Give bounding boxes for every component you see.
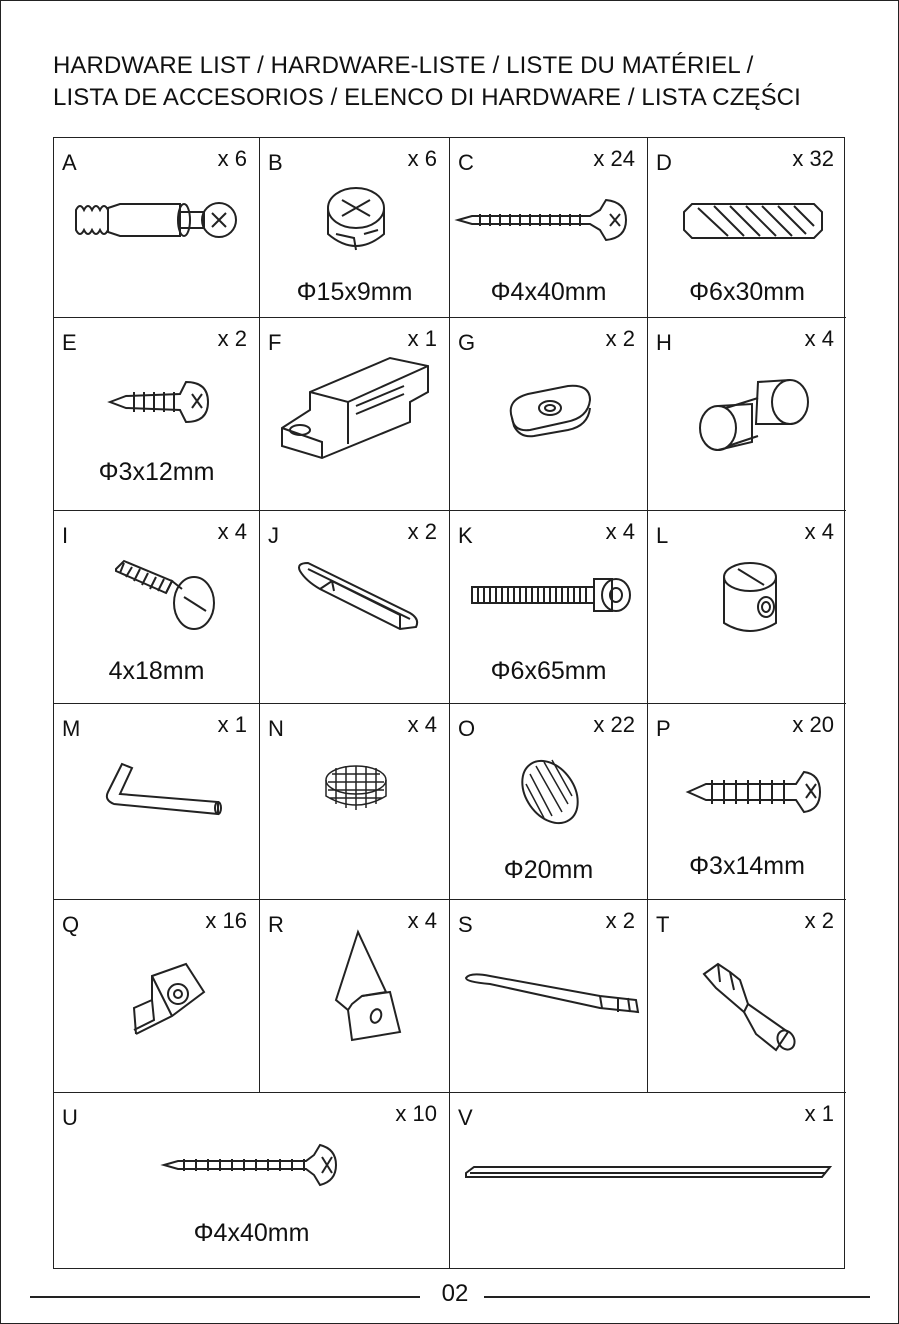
- item-quantity: x 1: [407, 326, 437, 351]
- hardware-cell-g: [450, 318, 648, 511]
- item-quantity: x 24: [593, 146, 635, 171]
- hardware-cell-p: [648, 704, 846, 900]
- hardware-cell-i: [54, 511, 260, 704]
- title-line-1: HARDWARE LIST / HARDWARE-LISTE / LISTE DU MATÉRIEL /: [53, 52, 754, 79]
- item-letter: C: [458, 150, 474, 175]
- item-letter: U: [62, 1105, 78, 1130]
- item-quantity: x 6: [407, 146, 437, 171]
- item-letter: B: [268, 150, 283, 175]
- hardware-cell-b: [260, 138, 450, 318]
- item-size: 4x18mm: [108, 657, 205, 685]
- hardware-cell-m: [54, 704, 260, 900]
- item-letter: G: [458, 330, 476, 355]
- hardware-cell-v: [450, 1093, 846, 1268]
- footer-rule-right: [484, 1296, 870, 1298]
- item-letter: F: [268, 330, 282, 355]
- item-letter: Q: [62, 912, 80, 937]
- hardware-cell-s: [450, 900, 648, 1093]
- item-quantity: x 4: [407, 712, 437, 737]
- item-size: Φ6x65mm: [490, 657, 607, 685]
- title-line-2: LISTA DE ACCESORIOS / ELENCO DI HARDWARE / LISTA CZĘŚCI: [53, 84, 801, 111]
- hardware-cell-o: [450, 704, 648, 900]
- item-letter: M: [62, 716, 81, 741]
- hardware-cell-j: [260, 511, 450, 704]
- item-quantity: x 10: [395, 1101, 437, 1126]
- hardware-cell-t: [648, 900, 846, 1093]
- item-letter: R: [268, 912, 284, 937]
- item-quantity: x 16: [205, 908, 247, 933]
- item-quantity: x 2: [804, 908, 834, 933]
- item-quantity: x 22: [593, 712, 635, 737]
- item-quantity: x 20: [792, 712, 834, 737]
- item-quantity: x 4: [605, 519, 635, 544]
- item-quantity: x 1: [804, 1101, 834, 1126]
- item-letter: V: [458, 1105, 473, 1130]
- item-letter: K: [458, 523, 473, 548]
- hardware-list-title: [53, 50, 801, 114]
- hardware-cell-u: [54, 1093, 450, 1268]
- item-size: Φ6x30mm: [689, 278, 805, 306]
- hardware-cell-a: [54, 138, 260, 318]
- item-letter: H: [656, 330, 672, 355]
- item-letter: A: [62, 150, 77, 175]
- item-quantity: x 4: [217, 519, 247, 544]
- item-quantity: x 6: [217, 146, 247, 171]
- rail-strip-icon: [450, 1093, 846, 1268]
- hardware-cell-k: [450, 511, 648, 704]
- item-letter: S: [458, 912, 473, 937]
- hardware-cell-q: [54, 900, 260, 1093]
- item-quantity: x 2: [407, 519, 437, 544]
- item-quantity: x 2: [605, 326, 635, 351]
- hardware-cell-n: [260, 704, 450, 900]
- item-quantity: x 32: [792, 146, 834, 171]
- hardware-cell-c: [450, 138, 648, 318]
- hardware-grid: [53, 137, 845, 1269]
- item-letter: P: [656, 716, 671, 741]
- hardware-cell-r: [260, 900, 450, 1093]
- item-letter: L: [656, 523, 669, 548]
- page-number: 02: [441, 1280, 469, 1307]
- item-size: Φ4x40mm: [490, 278, 607, 306]
- item-quantity: x 2: [217, 326, 247, 351]
- item-letter: N: [268, 716, 284, 741]
- item-size: Φ3x14mm: [689, 852, 805, 880]
- item-size: Φ20mm: [503, 856, 594, 884]
- item-letter: T: [656, 912, 670, 937]
- item-size: Φ4x40mm: [193, 1219, 310, 1247]
- item-letter: D: [656, 150, 672, 175]
- item-letter: E: [62, 330, 77, 355]
- hardware-cell-e: [54, 318, 260, 511]
- hardware-cell-l: [648, 511, 846, 704]
- item-letter: I: [62, 523, 69, 548]
- footer-rule-left: [30, 1296, 420, 1298]
- hardware-cell-h: [648, 318, 846, 511]
- item-quantity: x 4: [407, 908, 437, 933]
- item-quantity: x 1: [217, 712, 247, 737]
- hardware-cell-d: [648, 138, 846, 318]
- hardware-cell-f: [260, 318, 450, 511]
- item-quantity: x 4: [804, 326, 834, 351]
- item-size: Φ15x9mm: [296, 278, 413, 306]
- item-size: Φ3x12mm: [98, 458, 215, 486]
- item-letter: J: [268, 523, 279, 548]
- item-quantity: x 4: [804, 519, 834, 544]
- item-quantity: x 2: [605, 908, 635, 933]
- item-letter: O: [458, 716, 476, 741]
